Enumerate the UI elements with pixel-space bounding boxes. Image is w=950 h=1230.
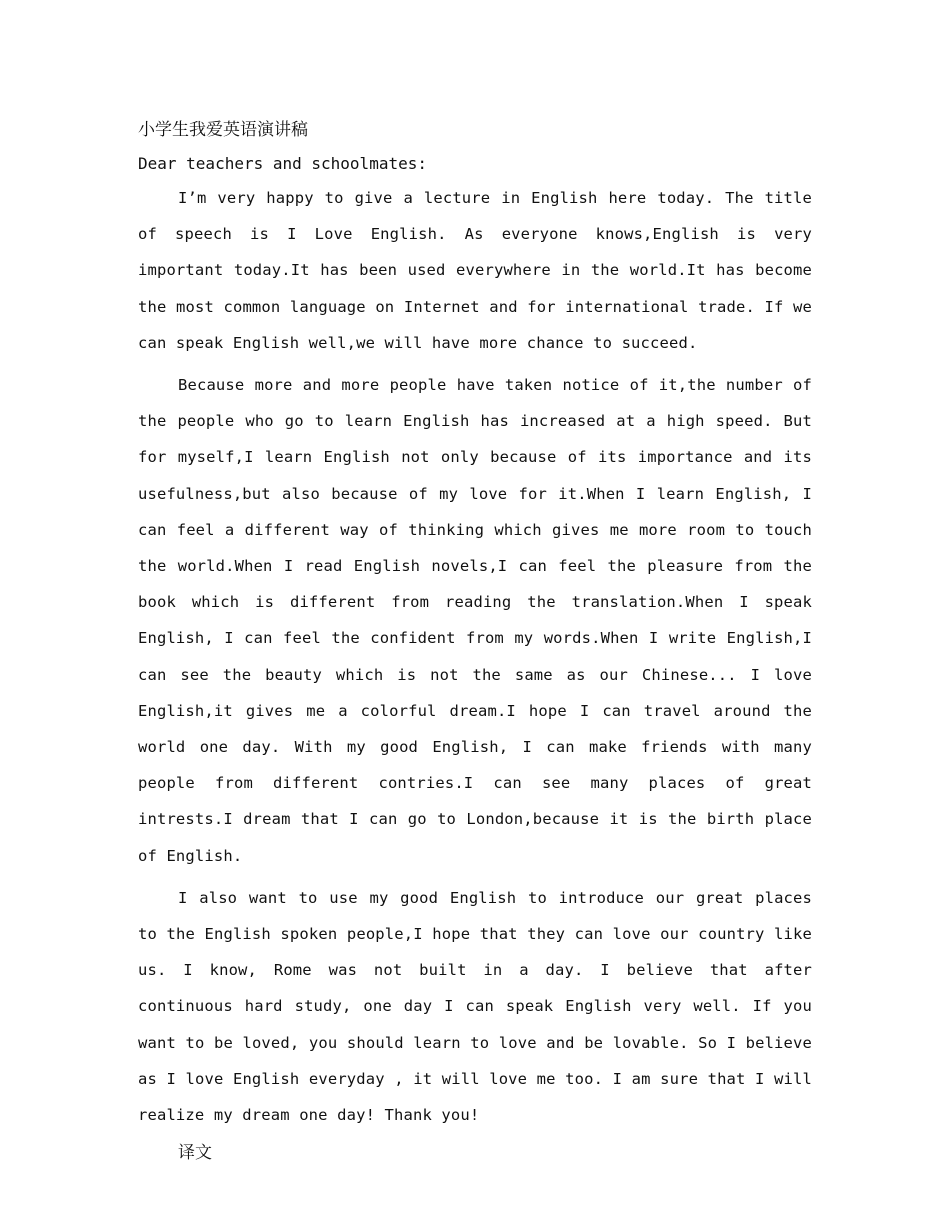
paragraph-2: Because more and more people have taken notice of it,the number of the people who go to learn English has increased at a high speed. But for myself,I learn English not only because of its importance and its usefulness,but also because of my love for it.When I learn English, I can feel a different way of thinking which gives me more room to touch the world.When I read English novels,I can feel the pleasure from the book which is different from reading the translation.When I speak English, I can feel the confident from my words.When I write English,I can see the beauty which is not the same as our Chinese... I love English,it gives me a colorful dream.I hope I can travel around the world one day. With my good English, I can make friends with many people from different contries.I can see many places of great intrests.I dream that I can go to London,because it is the birth place of English.: [138, 376, 812, 865]
paragraph-3: I also want to use my good English to introduce our great places to the English spoken people,I hope that they can love our country like us. I know, Rome was not built in a day. I believe that after continuous hard study, one day I can speak English very well. If you want to be loved, you should learn to love and be lovable. So I believe as I love English everyday , it will love me too. I am sure that I will realize my dream one day! Thank you!: [138, 888, 812, 1125]
salutation: Dear teachers and schoolmates:: [138, 154, 427, 173]
document-title: 小学生我爱英语演讲稿: [138, 120, 308, 140]
paragraph-1: I’m very happy to give a lecture in English here today. The title of speech is I Love English. As everyone knows,English is very important today.It has been used everywhere in the world.It has become the most common language on Internet and for international trade. If we can speak English well,we will have more chance to succeed.: [138, 189, 812, 352]
translation-heading: 译文: [178, 1143, 212, 1164]
document-body: [138, 116, 812, 1167]
